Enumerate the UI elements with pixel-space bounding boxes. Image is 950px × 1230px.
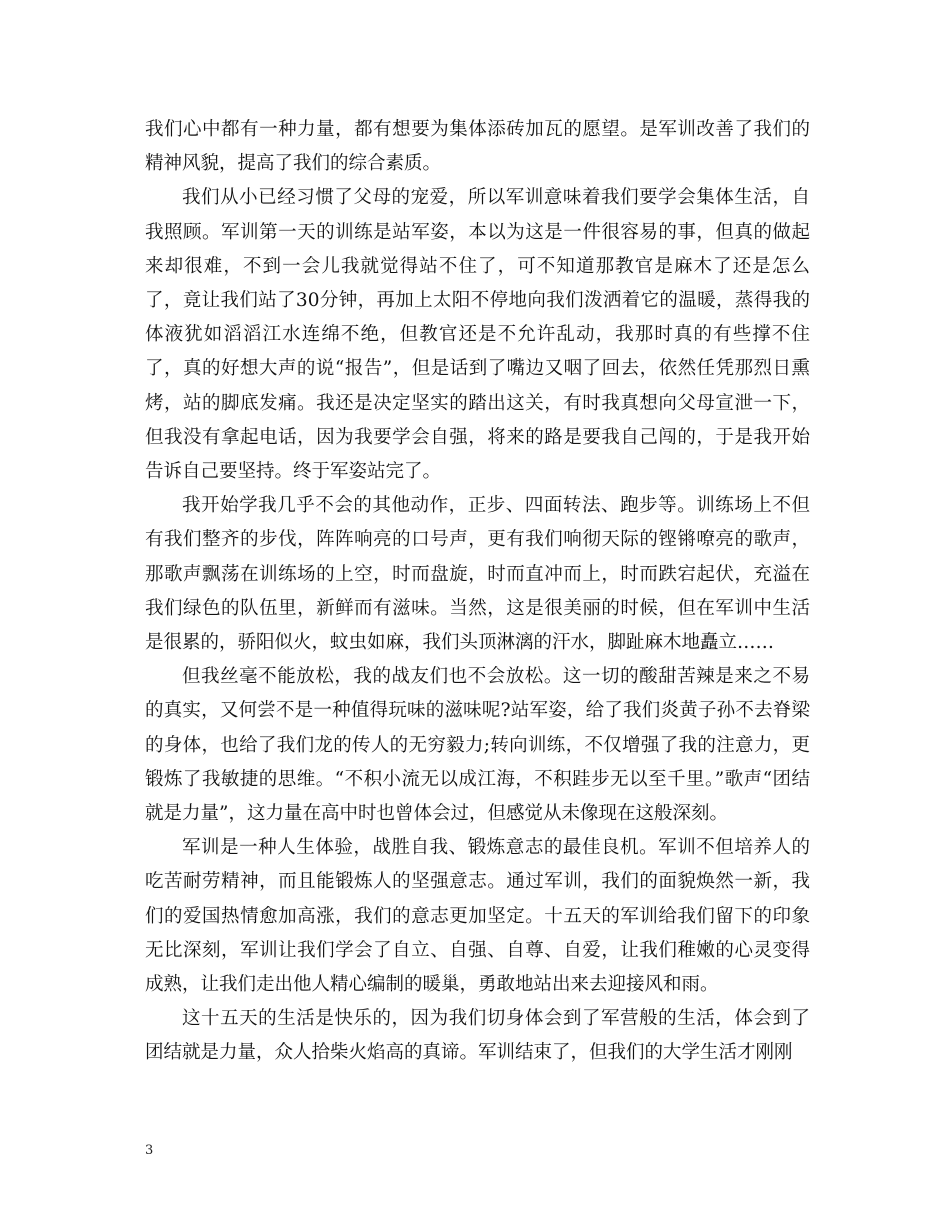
page-number: 3	[145, 1143, 154, 1158]
paragraph-2: 我们从小已经习惯了父母的宠爱，所以军训意味着我们要学会集体生活，自我照顾。军训第一天的训练是站军姿，本以为这是一件很容易的事，但真的做起来却很难，不到一会儿我就觉得站不住了，可不知道那教官是麻木了还是怎么了，竟让我们站了30分钟，再加上太阳不停地向我们泼洒着它的温暖，蒸得我的体液犹如滔滔江水连绵不绝，但教官还是不允许乱动，我那时真的有些撑不住了，真的好想大声的说“报告”，但是话到了嘴边又咽了回去，依然任凭那烈日熏烤，站的脚底发痛。我还是决定坚实的踏出这关，有时我真想向父母宣泄一下，但我没有拿起电话，因为我要学会自强，将来的路是要我自己闯的，于是我开始告诉自己要坚持。终于军姿站完了。	[145, 187, 810, 483]
paragraph-3: 我开始学我几乎不会的其他动作，正步、四面转法、跑步等。训练场上不但有我们整齐的步伐，阵阵响亮的口号声，更有我们响彻天际的铿锵嘹亮的歌声，那歌声飘荡在训练场的上空，时而盘旋，时而直冲而上，时而跌宕起伏，充溢在我们绿色的队伍里，新鲜而有滋味。当然，这是很美丽的时候，但在军训中生活是很累的，骄阳似火，蚊虫如麻，我们头顶淋漓的汗水，脚趾麻木地矗立……	[145, 495, 810, 654]
paragraph-5: 军训是一种人生体验，战胜自我、锻炼意志的最佳良机。军训不但培养人的吃苦耐劳精神，而且能锻炼人的坚强意志。通过军训，我们的面貌焕然一新，我们的爱国热情愈加高涨，我们的意志更加坚定。十五天的军训给我们留下的印象无比深刻，军训让我们学会了自立、自强、自尊、自爱，让我们稚嫩的心灵变得成熟，让我们走出他人精心编制的暖巢，勇敢地站出来去迎接风和雨。	[145, 837, 810, 996]
paragraph-6: 这十五天的生活是快乐的，因为我们切身体会到了军营般的生活，体会到了团结就是力量，众人拾柴火焰高的真谛。军训结束了，但我们的大学生活才刚刚	[145, 1008, 810, 1064]
paragraph-1: 我们心中都有一种力量，都有想要为集体添砖加瓦的愿望。是军训改善了我们的精神风貌，提高了我们的综合素质。	[145, 119, 810, 175]
body-text	[145, 113, 810, 1071]
paragraph-4: 但我丝毫不能放松，我的战友们也不会放松。这一切的酸甜苦辣是来之不易的真实，又何尝不是一种值得玩味的滋味呢?站军姿，给了我们炎黄子孙不去脊梁的身体，也给了我们龙的传人的无穷毅力;转向训练，不仅增强了我的注意力，更锻炼了我敏捷的思维。“不积小流无以成江海，不积跬步无以至千里。”歌声“团结就是力量”，这力量在高中时也曾体会过，但感觉从未像现在这般深刻。	[145, 666, 810, 825]
